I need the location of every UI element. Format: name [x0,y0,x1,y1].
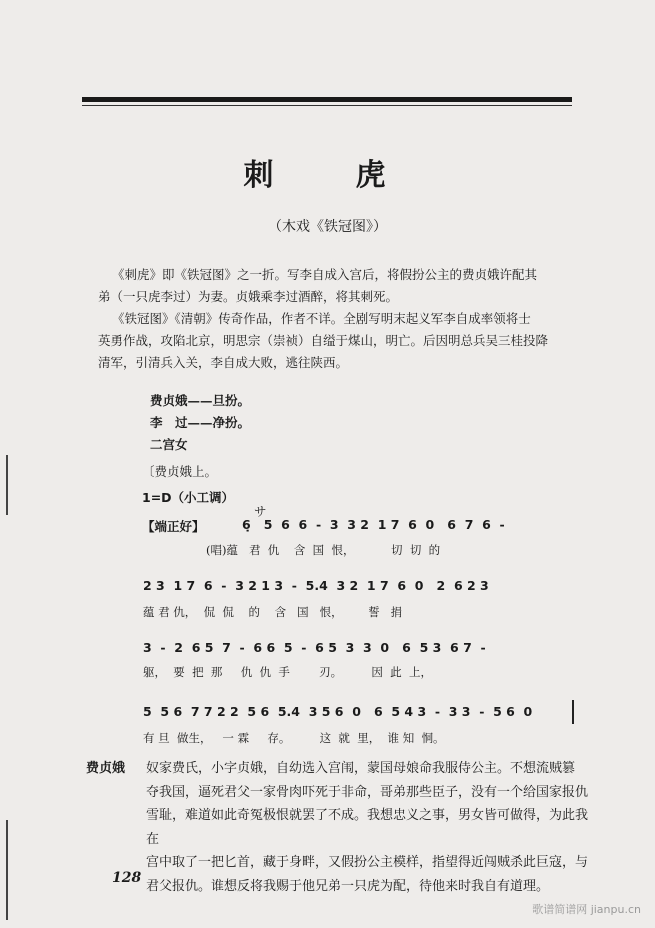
final-barline [572,700,574,724]
intro-line: 《铁冠图》《清朝》传奇作品，作者不详。全剧写明末起义军李自成率领将士 [112,311,531,326]
scan-edge-mark [6,820,8,920]
intro-line: 《刺虎》即《铁冠图》之一折。写李自成入宫后，将假扮公主的费贞娥许配其 [112,267,538,282]
score-lyrics-line2: 蕴 君 仇， 侃 侃 的 含 国 恨， 誓 捐 [143,605,403,619]
score-lyrics-line1: (唱)蕴 君 仇 含 国 恨， 切 切 的 [206,543,441,557]
intro-paragraph [98,264,582,374]
score-notes-line3: 3 - 2 6 5 7 - 6 6 5 - 6 5 3 3 0 6 5 3 6 7 - [143,640,486,655]
score-notes-line4: 5 5 6 7 7 2 2 5 6 5.4 3 5 6 0 6 5 4 3 - 3 3 - 5 6 0 [143,704,533,719]
page-number: 128 [112,870,142,886]
score-lyrics-line4: 有 旦 做生， 一 霖 存。 这 就 里， 谁 知 恫。 [143,731,445,745]
scan-edge-mark [6,455,8,515]
subtitle: （木戏《铁冠图》） [268,219,387,235]
score-notes-line1: 6̣ 5 6 6 - 3 3 2 1 7 6 0 6 7 6 - [242,517,505,532]
speech-line: 夺我国，逼死君父一家骨肉吓死于非命，哥弟那些臣子，没有一个给国家报仇 [146,784,589,800]
intro-line: 英勇作战，攻陷北京，明思宗（崇祯）自缢于煤山，明亡。后因明总兵吴三桂投降 [98,333,549,348]
tune-name: 【端正好】 [142,519,205,534]
speaker-name: 费贞娥 [86,761,126,776]
intro-line: 清军，引清兵入关，李自成大败，逃往陕西。 [98,355,349,370]
watermark: 歌谱简谱网 jianpu.cn [532,903,641,916]
role-line: 二宫女 [150,437,188,452]
speech-line: 君父报仇。谁想反将我赐于他兄弟一只虎为配，待他来时我自有道理。 [146,878,550,894]
role-line: 李 过——净扮。 [150,415,251,430]
intro-line: 弟（一只虎李过）为妻。贞娥乘李过酒醉，将其刺死。 [98,289,399,304]
speech-line: 雪耻，难道如此奇冤极恨就罢了不成。我想忠义之事，男女皆可做得，为此我在 [146,808,589,847]
speech-line: 宫中取了一把匕首，藏于身畔，又假扮公主模样，指望得近闯贼杀此巨寇，与 [146,855,589,870]
role-line: 费贞娥——旦扮。 [150,393,251,408]
stage-direction: 〔费贞娥上。 [142,464,218,479]
free-rhythm-sign: サ [254,504,267,519]
speech-line: 奴家费氏，小字贞娥，自幼选入宫闱，蒙国母娘命我服侍公主。不想流贼篡 [146,761,576,776]
score-lyrics-line3: 躯， 要 把 那 仇 仇 手 刃。 因 此 上， [143,665,432,679]
key-signature: 1=D（小工调） [142,490,235,505]
score-notes-line2: 2 3 1 7 6 - 3 2 1 3 - 5.4 3 2 1 7 6 0 2 6 2 3 [143,578,489,593]
page-title: 刺 虎 [243,158,412,193]
header-rule-thick [82,97,572,102]
speech-block [86,757,596,898]
header-rule-thin [82,105,572,106]
